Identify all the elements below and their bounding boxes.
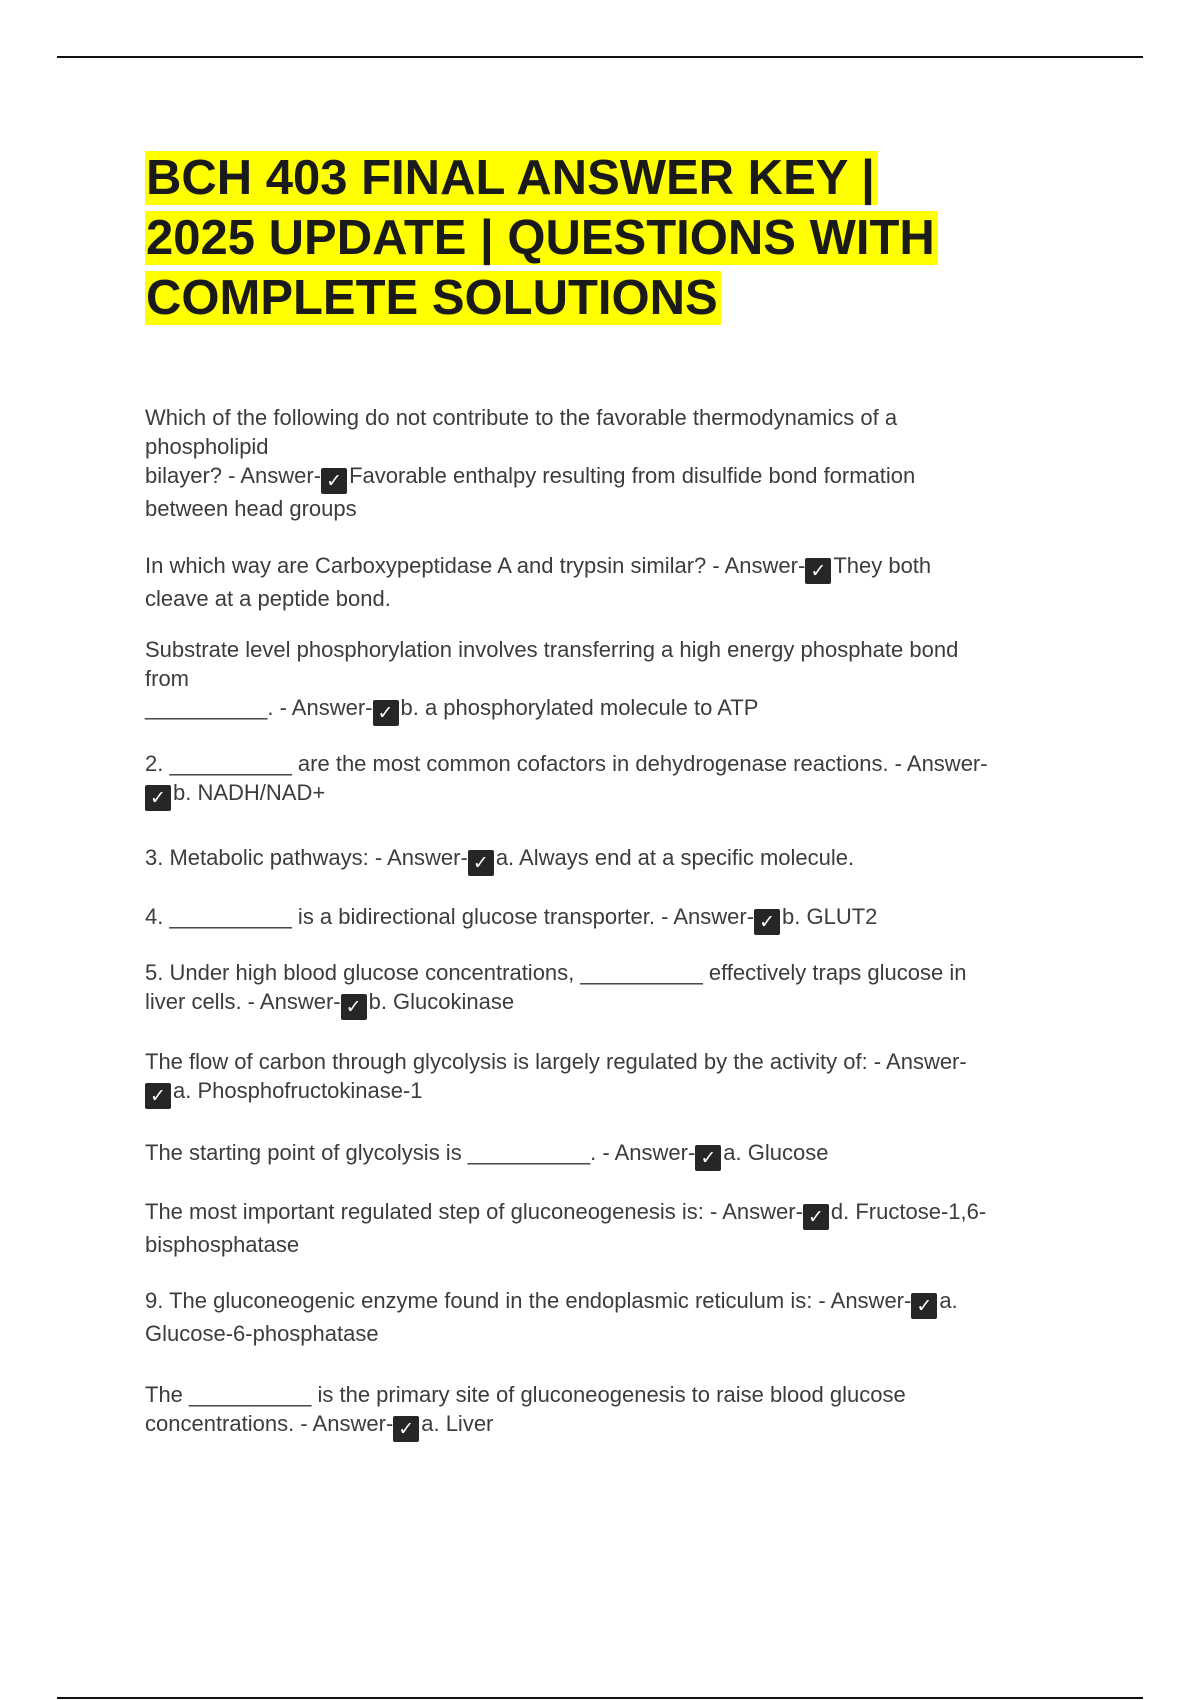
- question-text: The starting point of glycolysis is __________. - Answer-: [145, 1140, 696, 1165]
- qa-item: [145, 551, 1085, 613]
- checkmark-icon: ✓: [145, 1083, 171, 1109]
- qa-line: [145, 584, 1085, 613]
- question-text: The __________ is the primary site of gluconeogenesis to raise blood glucose: [145, 1382, 906, 1407]
- qa-item: [145, 403, 1085, 523]
- question-text: bilayer? - Answer-: [145, 463, 322, 488]
- qa-line: [145, 1138, 1085, 1171]
- checkmark-icon: ✓: [803, 1204, 829, 1230]
- qa-item: [145, 1138, 1085, 1171]
- qa-line: [145, 902, 1085, 935]
- checkmark-icon: ✓: [911, 1293, 937, 1319]
- checkmark-icon: ✓: [393, 1416, 419, 1442]
- qa-item: [145, 1380, 1085, 1442]
- title-line-2: 2025 UPDATE | QUESTIONS WITH: [145, 211, 938, 265]
- qa-item: [145, 1047, 1085, 1109]
- question-text: from: [145, 666, 189, 691]
- answer-text: b. a phosphorylated molecule to ATP: [400, 695, 759, 720]
- qa-line: [145, 1197, 1085, 1230]
- question-text: 4. __________ is a bidirectional glucose transporter. - Answer-: [145, 904, 755, 929]
- checkmark-icon: ✓: [145, 785, 171, 811]
- question-text: concentrations. - Answer-: [145, 1411, 394, 1436]
- answer-text: b. Glucokinase: [368, 989, 515, 1014]
- top-rule: [57, 56, 1143, 58]
- answer-text: a. Liver: [421, 1411, 494, 1436]
- checkmark-icon: ✓: [754, 909, 780, 935]
- checkmark-icon: ✓: [695, 1145, 721, 1171]
- qa-item: [145, 1286, 1085, 1348]
- title-line-1: BCH 403 FINAL ANSWER KEY |: [145, 151, 878, 205]
- qa-line: [145, 843, 1085, 876]
- qa-line: [145, 664, 1085, 693]
- question-text: Substrate level phosphorylation involves transferring a high energy phosphate bond: [145, 637, 959, 662]
- answer-text: d. Fructose-1,6-: [830, 1199, 987, 1224]
- qa-line: [145, 494, 1085, 523]
- answer-text: a. Phosphofructokinase-1: [173, 1078, 423, 1103]
- question-text: In which way are Carboxypeptidase A and trypsin similar? - Answer-: [145, 553, 806, 578]
- qa-line: [145, 1286, 1085, 1319]
- answer-text: b. GLUT2: [782, 904, 878, 929]
- qa-line: [145, 1047, 1085, 1076]
- qa-item: [145, 1197, 1085, 1259]
- question-text: cleave at a peptide bond.: [145, 586, 391, 611]
- question-text: 5. Under high blood glucose concentrations, __________ effectively traps glucose in: [145, 960, 967, 985]
- question-text: Which of the following do not contribute to the favorable thermodynamics of a: [145, 405, 898, 430]
- answer-text: a. Always end at a specific molecule.: [495, 845, 855, 870]
- qa-line: [145, 749, 1085, 778]
- checkmark-icon: ✓: [805, 558, 831, 584]
- qa-line: [145, 987, 1085, 1020]
- answer-text: a.: [939, 1288, 958, 1313]
- qa-line: [145, 432, 1085, 461]
- qa-line: [145, 551, 1085, 584]
- qa-item: [145, 902, 1085, 935]
- checkmark-icon: ✓: [321, 468, 347, 494]
- question-text: The most important regulated step of gluconeogenesis is: - Answer-: [145, 1199, 803, 1224]
- qa-line: [145, 1380, 1085, 1409]
- qa-line: [145, 635, 1085, 664]
- qa-item: [145, 635, 1085, 726]
- answer-text: They both: [833, 553, 932, 578]
- qa-line: [145, 1319, 1085, 1348]
- question-text: liver cells. - Answer-: [145, 989, 341, 1014]
- qa-item: [145, 958, 1085, 1020]
- question-text: __________. - Answer-: [145, 695, 373, 720]
- qa-line: [145, 1076, 1085, 1109]
- qa-line: [145, 403, 1085, 432]
- qa-line: [145, 958, 1085, 987]
- question-text: phospholipid: [145, 434, 269, 459]
- qa-line: [145, 461, 1085, 494]
- qa-line: [145, 1230, 1085, 1259]
- question-text: between head groups: [145, 496, 357, 521]
- qa-item: [145, 749, 1085, 811]
- question-text: The flow of carbon through glycolysis is largely regulated by the activity of: - Answer-: [145, 1049, 967, 1074]
- question-text: 2. __________ are the most common cofactors in dehydrogenase reactions. - Answer-: [145, 751, 988, 776]
- title-line-3: COMPLETE SOLUTIONS: [145, 271, 721, 325]
- question-text: bisphosphatase: [145, 1232, 300, 1257]
- qa-line: [145, 1409, 1085, 1442]
- checkmark-icon: ✓: [468, 850, 494, 876]
- qa-line: [145, 693, 1085, 726]
- qa-item: [145, 843, 1085, 876]
- question-text: Glucose-6-phosphatase: [145, 1321, 379, 1346]
- qa-line: [145, 778, 1085, 811]
- answer-text: a. Glucose: [723, 1140, 829, 1165]
- checkmark-icon: ✓: [341, 994, 367, 1020]
- answer-text: b. NADH/NAD+: [173, 780, 326, 805]
- answer-text: Favorable enthalpy resulting from disulfide bond formation: [349, 463, 916, 488]
- bottom-rule: [57, 1697, 1143, 1699]
- question-text: 3. Metabolic pathways: - Answer-: [145, 845, 468, 870]
- question-text: 9. The gluconeogenic enzyme found in the endoplasmic reticulum is: - Answer-: [145, 1288, 912, 1313]
- checkmark-icon: ✓: [373, 700, 399, 726]
- document-title: [145, 148, 1065, 328]
